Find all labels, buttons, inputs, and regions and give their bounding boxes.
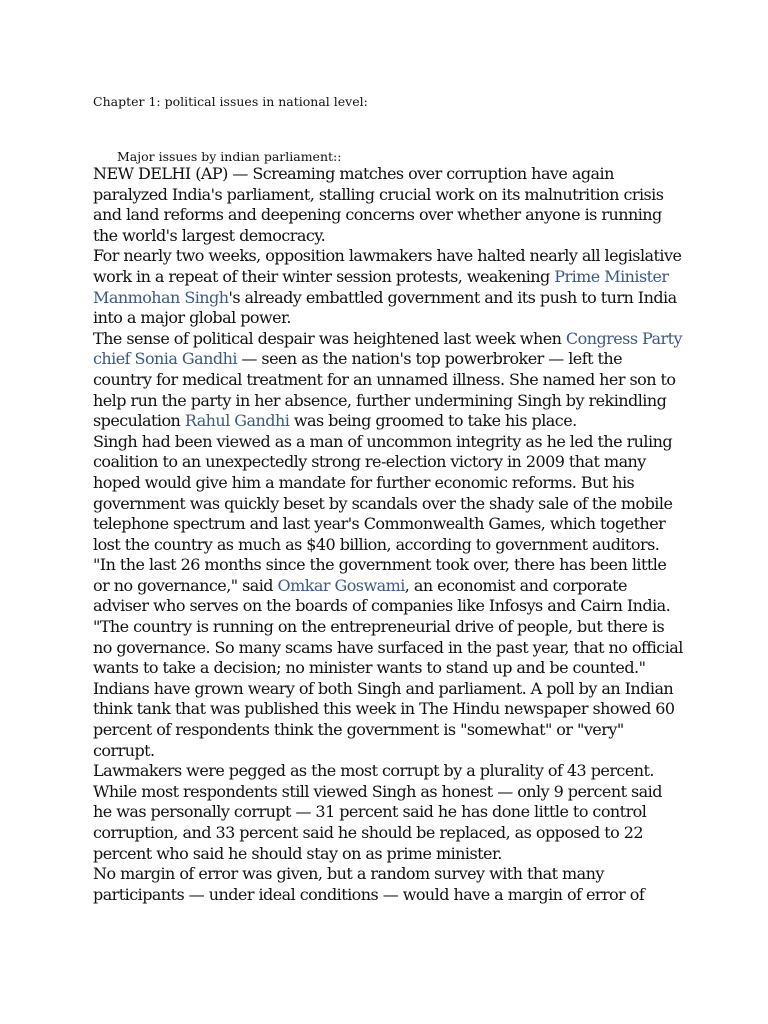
paragraph-text: NEW DELHI (AP) — Screaming matches over corruption have again paralyzed India's parliament, stalling crucial work on its malnutrition crisis and land reforms and deepening concerns over whether anyone is running the world's largest democracy.: [93, 164, 664, 245]
article-paragraph: [93, 555, 683, 617]
chapter-heading: Chapter 1: political issues in national level:: [93, 94, 368, 109]
section-subheading: Major issues by indian parliament::: [117, 149, 342, 164]
paragraph-text: The sense of political despair was heightened last week when: [93, 328, 566, 348]
inline-link[interactable]: Prime Minister Manmohan Singh: [93, 266, 669, 307]
article-body: [93, 164, 683, 905]
article-paragraph: [93, 679, 683, 761]
article-paragraph: [93, 432, 683, 556]
paragraph-text: "The country is running on the entrepreneurial drive of people, but there is no governance. So many scams have surfaced in the past year, that no official wants to take a decision; no minister wants to stand up and be counted.": [93, 617, 683, 678]
paragraph-text: Indians have grown weary of both Singh and parliament. A poll by an Indian think tank that was published this week in The Hindu newspaper showed 60 percent of respondents think the government is "somewhat" or "very" corrupt.: [93, 678, 675, 760]
article-paragraph: [93, 761, 683, 864]
paragraph-text: Lawmakers were pegged as the most corrupt by a plurality of 43 percent. While most respondents still viewed Singh as honest — only 9 percent said he was personally corrupt — 31 percent said he has done little to control corruption, and 33 percent said he should be replaced, as opposed to 22 percent who said he should stay on as prime minister.: [93, 761, 662, 863]
inline-link[interactable]: Congress Party chief Sonia Gandhi: [93, 328, 682, 369]
article-paragraph: [93, 617, 683, 679]
inline-link[interactable]: Omkar Goswami: [277, 575, 405, 595]
paragraph-text: "In the last 26 months since the government took over, there has been little or no governance," said: [93, 555, 667, 595]
article-paragraph: [93, 329, 683, 432]
inline-link[interactable]: Rahul Gandhi: [184, 411, 290, 431]
paragraph-text: 's already embattled government and its push to turn India into a major global power.: [93, 287, 677, 328]
paragraph-text: , an economist and corporate adviser who serves on the boards of companies like Infosys and Cairn India.: [93, 575, 671, 616]
paragraph-text: — seen as the nation's top powerbroker — left the country for medical treatment for an unnamed illness. She named her son to help run the party in her absence, further undermining Singh by rekindling speculation: [93, 349, 676, 431]
paragraph-text: was being groomed to take his place.: [289, 411, 577, 431]
article-paragraph: [93, 864, 683, 905]
article-paragraph: [93, 164, 683, 246]
paragraph-text: For nearly two weeks, opposition lawmakers have halted nearly all legislative work in a repeat of their winter session protests, weakening: [93, 246, 682, 286]
article-paragraph: [93, 246, 683, 328]
paragraph-text: No margin of error was given, but a random survey with that many participants — under ideal conditions — would have a margin of error of: [93, 864, 645, 904]
paragraph-text: Singh had been viewed as a man of uncommon integrity as he led the ruling coalition to an unexpectedly strong re-election victory in 2009 that many hoped would give him a mandate for further economic reforms. But his government was quickly beset by scandals over the shady sale of the mobile telephone spectrum and last year's Commonwealth Games, which together lost the country as much as $40 billion, according to government auditors.: [93, 431, 673, 554]
